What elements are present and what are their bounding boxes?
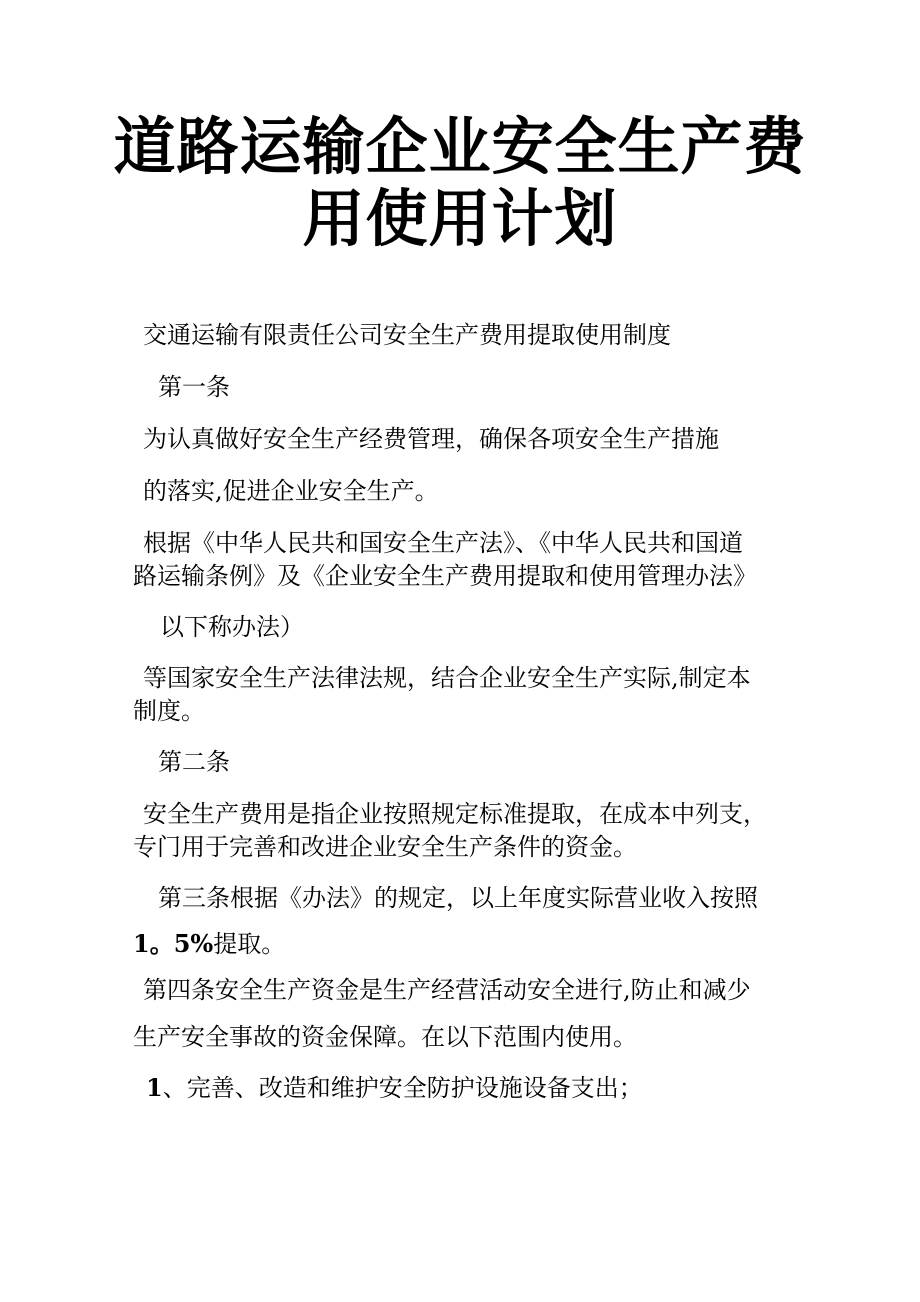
article-two-label: 第二条 [158,748,230,776]
rate-text: 提取。 [213,930,286,958]
paragraph-line: 等国家安全生产法律法规，结合企业安全生产实际,制定本 [143,664,751,692]
list-item-text: 、完善、改造和维护安全防护设施设备支出； [162,1074,643,1102]
paragraph-line: 第四条安全生产资金是生产经营活动安全进行,防止和减少 [143,976,751,1004]
paragraph-line: 为认真做好安全生产经费管理，确保各项安全生产措施 [143,425,719,453]
rate-value: 1。5% [133,929,214,958]
paragraph-line: 制度。 [133,697,205,725]
paragraph-line: 的落实,促进企业安全生产。 [143,477,439,505]
paragraph-line: 以下称办法） [160,613,304,641]
document-title-line-1: 道路运输企业安全生产费 [113,110,807,183]
paragraph-heading: 交通运输有限责任公司安全生产费用提取使用制度 [143,321,671,349]
paragraph-line [133,927,285,961]
paragraph-line: 第三条根据《办法》的规定，以上年度实际营业收入按照 [158,884,758,912]
article-one-label: 第一条 [158,373,230,401]
paragraph-line: 根据《中华人民共和国安全生产法》、《中华人民共和国道 [143,529,743,557]
paragraph-line: 路运输条例》及《企业安全生产费用提取和使用管理办法》 [133,562,757,590]
list-item [146,1071,643,1105]
paragraph-line: 生产安全事故的资金保障。在以下范围内使用。 [133,1023,637,1051]
list-item-number: 1 [146,1073,163,1102]
document-title-line-2: 用使用计划 [302,182,618,255]
paragraph-line: 专门用于完善和改进企业安全生产条件的资金。 [133,833,637,861]
paragraph-line: 安全生产费用是指企业按照规定标准提取，在成本中列支， [143,800,767,828]
